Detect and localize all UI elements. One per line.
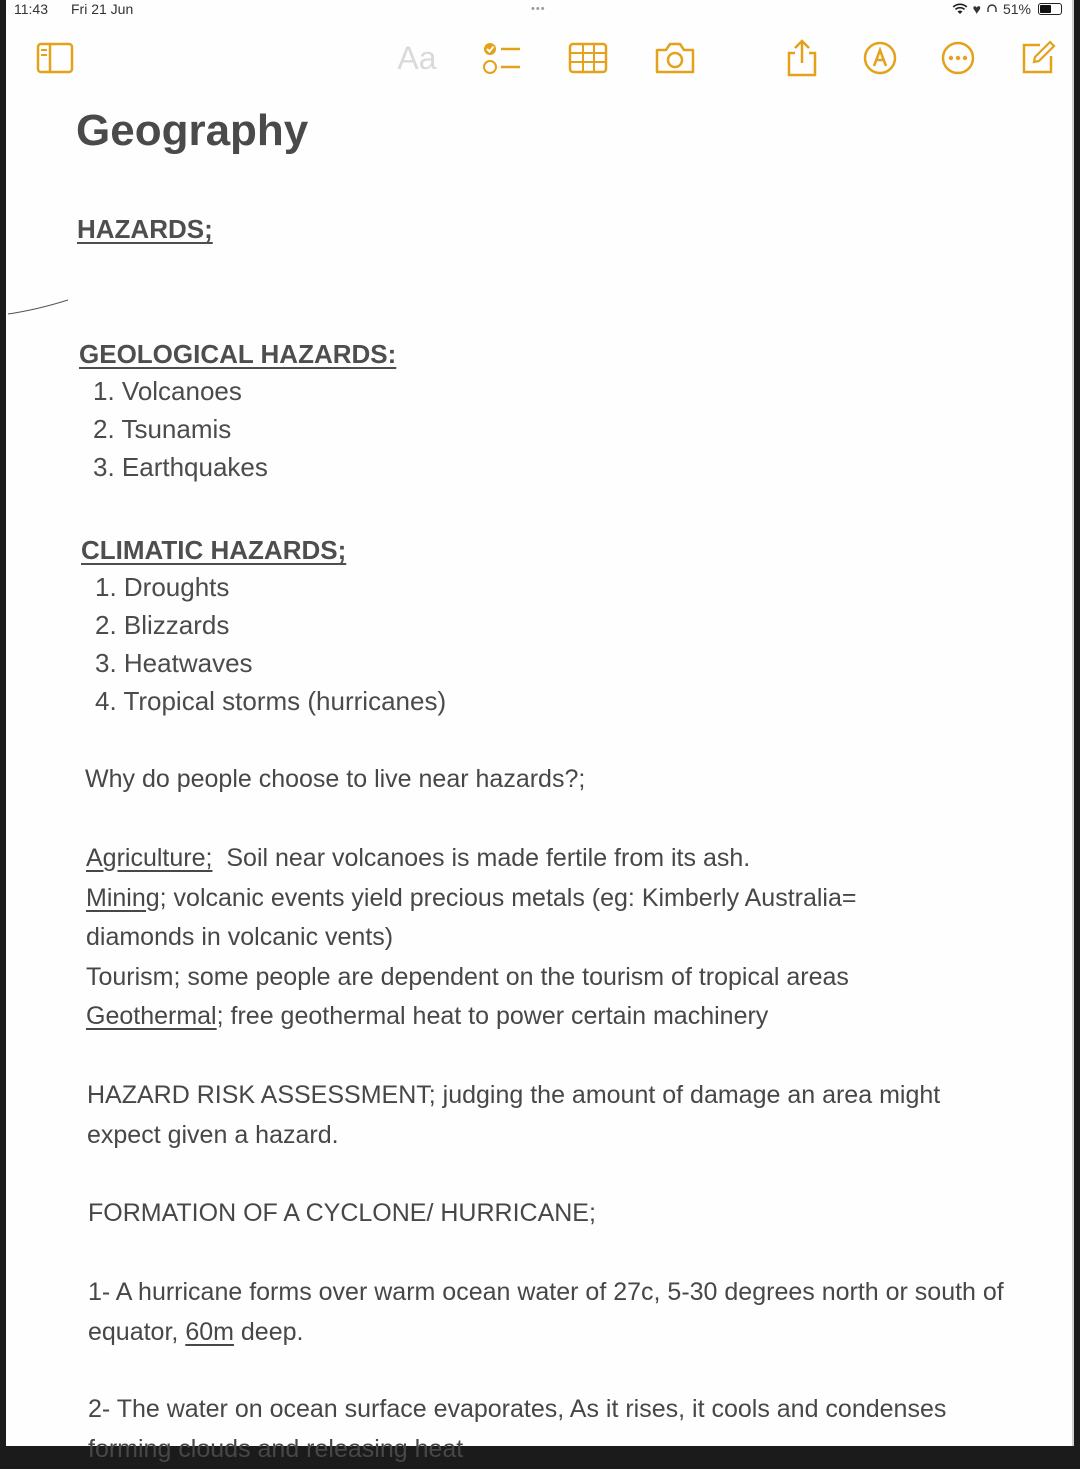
geological-heading: GEOLOGICAL HAZARDS: xyxy=(79,339,397,369)
list-item: 1. Volcanoes xyxy=(93,376,242,406)
table-icon[interactable] xyxy=(566,36,610,80)
status-date: Fri 21 Jun xyxy=(71,1,134,17)
stray-pencil-mark xyxy=(6,290,76,320)
list-item: 4. Tropical storms (hurricanes) xyxy=(95,686,447,716)
compose-icon[interactable] xyxy=(1016,36,1060,80)
geothermal-term: Geothermal xyxy=(86,1002,217,1030)
mining-line xyxy=(86,879,966,958)
list-item: 2. Blizzards xyxy=(95,610,230,640)
why-question: Why do people choose to live near hazards?; xyxy=(85,765,586,793)
agriculture-line xyxy=(86,839,966,879)
tourism-line: Tourism; some people are dependent on the tourism of tropical areas xyxy=(86,962,849,991)
share-icon[interactable] xyxy=(780,36,824,80)
note-title: Geography xyxy=(76,106,309,155)
agriculture-term: Agriculture; xyxy=(86,844,213,872)
sidebar-toggle-icon[interactable] xyxy=(33,36,77,80)
checklist-icon[interactable] xyxy=(480,36,524,80)
climatic-list xyxy=(95,568,446,720)
formation-heading: FORMATION OF A CYCLONE/ HURRICANE; xyxy=(88,1199,596,1227)
status-time: 11:43 xyxy=(14,1,48,17)
more-options-icon[interactable] xyxy=(936,36,980,80)
heart-icon: ♥ xyxy=(972,1,981,17)
headphones-icon xyxy=(986,3,998,15)
mining-term: Mining xyxy=(86,883,160,912)
camera-icon[interactable] xyxy=(653,36,697,80)
markup-icon[interactable] xyxy=(858,36,902,80)
step1-text: 1- A hurricane forms over warm ocean water of 27c, 5-30 degrees north or south of equator, xyxy=(88,1278,1004,1346)
geothermal-line xyxy=(86,997,966,1037)
status-bar xyxy=(6,0,1072,20)
notes-toolbar xyxy=(6,36,1072,86)
formation-step-2: 2- The water on ocean surface evaporates, As it rises, it cools and condenses forming clouds and releasing heat xyxy=(88,1395,947,1463)
status-indicators xyxy=(952,1,1062,17)
risk-assessment: HAZARD RISK ASSESSMENT; judging the amount of damage an area might expect given a hazard. xyxy=(87,1081,941,1149)
hazards-heading: HAZARDS; xyxy=(77,214,213,244)
formation-step-1 xyxy=(88,1273,1023,1352)
format-button[interactable]: Aa xyxy=(397,39,437,76)
list-item: 3. Earthquakes xyxy=(93,452,268,482)
wifi-icon xyxy=(952,3,968,15)
mining-text: ; volcanic events yield precious metals (eg: Kimberly Australia= diamonds in volcanic vents) xyxy=(86,883,857,951)
agriculture-text: Soil near volcanoes is made fertile from its ash. xyxy=(226,844,751,872)
battery-icon xyxy=(1038,3,1062,15)
reasons-block xyxy=(86,839,966,1037)
geothermal-text: ; free geothermal heat to power certain machinery xyxy=(216,1002,769,1030)
list-item: 3. Heatwaves xyxy=(95,648,253,678)
geological-list xyxy=(93,372,268,486)
multitasking-dots-icon[interactable]: ••• xyxy=(531,3,546,15)
ipad-screen xyxy=(6,0,1074,1463)
step1-depth: 60m xyxy=(185,1317,234,1346)
battery-percent: 51% xyxy=(1002,1,1031,17)
step1-end: deep. xyxy=(240,1317,304,1346)
list-item: 1. Droughts xyxy=(95,572,230,602)
list-item: 2. Tsunamis xyxy=(93,414,232,444)
climatic-heading: CLIMATIC HAZARDS; xyxy=(81,535,347,565)
